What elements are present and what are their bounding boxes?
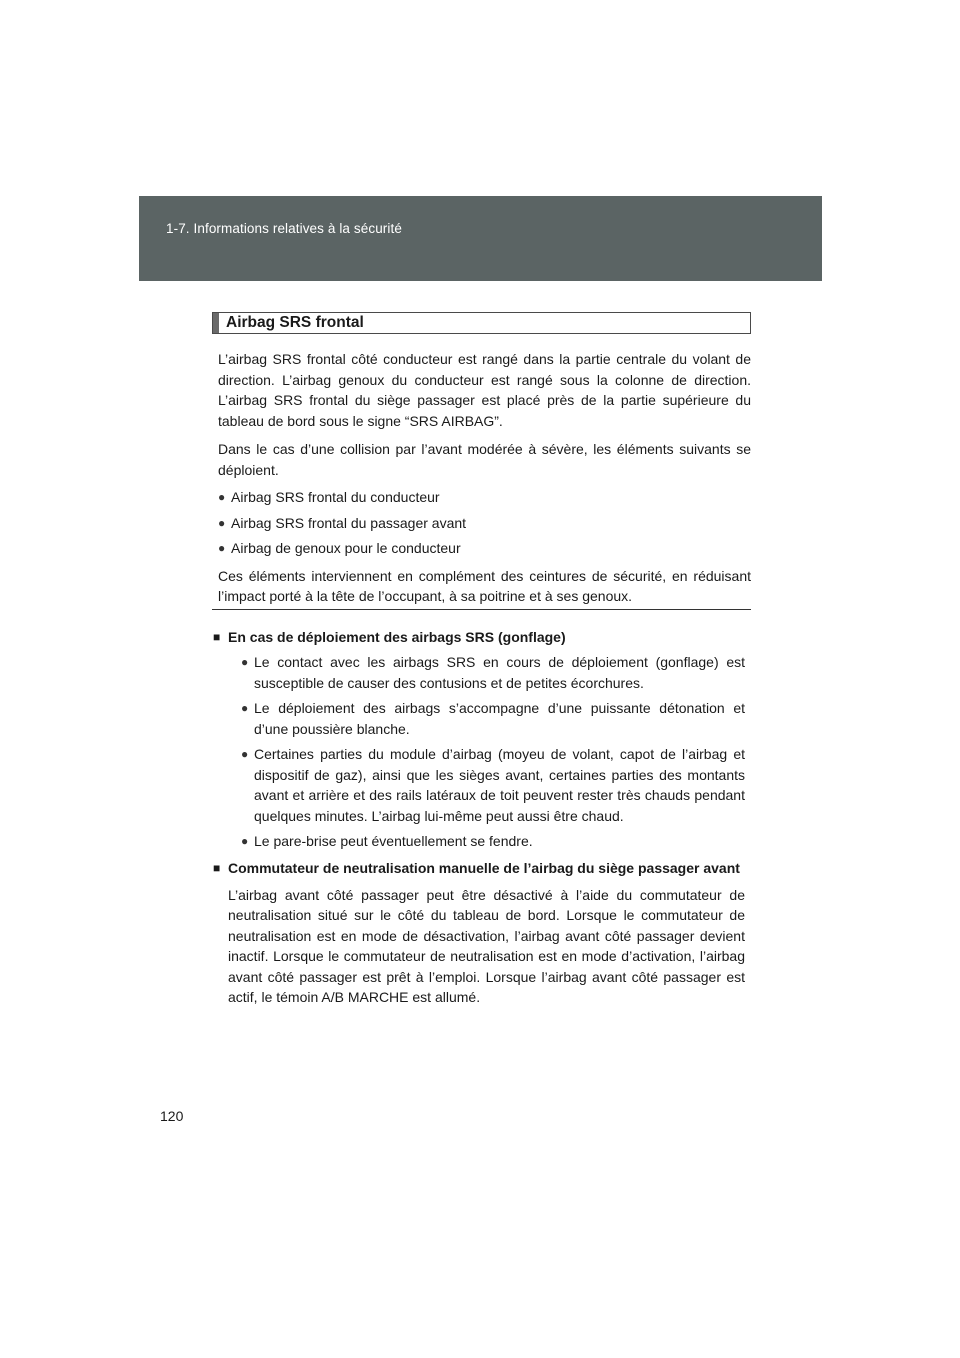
deploy-list-item-text: Airbag de genoux pour le conducteur	[231, 540, 461, 556]
deploy-list-item-text: Airbag SRS frontal du conducteur	[231, 489, 440, 505]
bullet-icon: ●	[241, 834, 249, 848]
note-heading-text: Commutateur de neutralisation manuelle de l’airbag du siège passager avant	[228, 859, 740, 876]
bullet-icon: ●	[241, 655, 249, 669]
section-title: Airbag SRS frontal	[226, 314, 364, 331]
note-body: L’airbag avant côté passager peut être désactivé à l’aide du commutateur de neutralisation situé sur le côté du tableau de bord. Lorsque le commutateur de neutralisation est en mode de désactivation, l’airbag avant côté passager devient inactif. Lorsque le commutateur de neutralisation est en mode d’activation, l’airbag avant côté passager est prêt à l’emploi. Lorsque l’airbag avant côté passager est actif, le témoin A/B MARCHE est allumé.	[228, 886, 745, 1005]
bullet-icon: ●	[218, 541, 226, 555]
note-body-block	[228, 885, 745, 1008]
square-bullet-icon: ■	[213, 630, 221, 644]
deploy-list-item	[218, 487, 751, 508]
note-list-item	[241, 744, 745, 826]
bullet-icon: ●	[241, 747, 249, 761]
note-list-item-text: Le déploiement des airbags s’accompagne d’une puissante détonation et d’une poussière blanche.	[254, 700, 745, 737]
deploy-list-item	[218, 538, 751, 559]
section-title-box	[212, 312, 751, 334]
note-heading	[213, 858, 745, 878]
bullet-icon: ●	[218, 490, 226, 504]
bullet-icon: ●	[218, 515, 226, 530]
note-list-item	[241, 698, 745, 739]
intro-block	[218, 349, 751, 607]
intro-paragraph: L’airbag SRS frontal côté conducteur est rangé dans la partie centrale du volant de direction. L’airbag genoux du conducteur est rangé sous la colonne de direction. L’airbag SRS frontal du siège passager est placé près de la partie supérieure du tableau de bord sous le signe “SRS AIRBAG”.	[218, 351, 751, 429]
section-label: 1-7. Informations relatives à la sécurité	[166, 221, 402, 236]
closing-paragraph: Ces éléments interviennent en complément des ceintures de sécurité, en réduisant l’impact porté à la tête de l’occupant, à sa poitrine et à ses genoux.	[218, 567, 751, 604]
section-header-band	[139, 196, 822, 281]
deploy-list-item	[218, 513, 751, 534]
section-divider	[212, 609, 751, 610]
intro-paragraph: Dans le cas d’une collision par l’avant modérée à sévère, les éléments suivants se déploient.	[218, 441, 751, 478]
note-list	[241, 652, 745, 852]
note-list-item	[241, 831, 745, 852]
bullet-icon: ●	[241, 701, 249, 715]
note-heading	[213, 627, 745, 647]
notes-block	[213, 627, 745, 1008]
note-list-item	[241, 652, 745, 693]
page-number: 120	[160, 1108, 184, 1124]
main-content	[212, 312, 751, 607]
note-list-item-text: Le pare-brise peut éventuellement se fendre.	[254, 833, 533, 849]
note-list-item-text: Certaines parties du module d’airbag (moyeu de volant, capot de l’airbag et dispositif de gaz), ainsi que les sièges avant, certaines parties des montants avant et arrière et des rails latéraux de toit peuvent rester très chauds pendant quelques minutes. L’airbag lui-même peut aussi être chaud.	[254, 746, 745, 824]
square-bullet-icon: ■	[213, 860, 221, 875]
deploy-list-item-text: Airbag SRS frontal du passager avant	[231, 514, 467, 531]
note-heading-text: En cas de déploiement des airbags SRS (gonflage)	[228, 629, 566, 645]
note-list-item-text: Le contact avec les airbags SRS en cours de déploiement (gonflage) est susceptible de causer des contusions et de petites écorchures.	[254, 654, 745, 691]
